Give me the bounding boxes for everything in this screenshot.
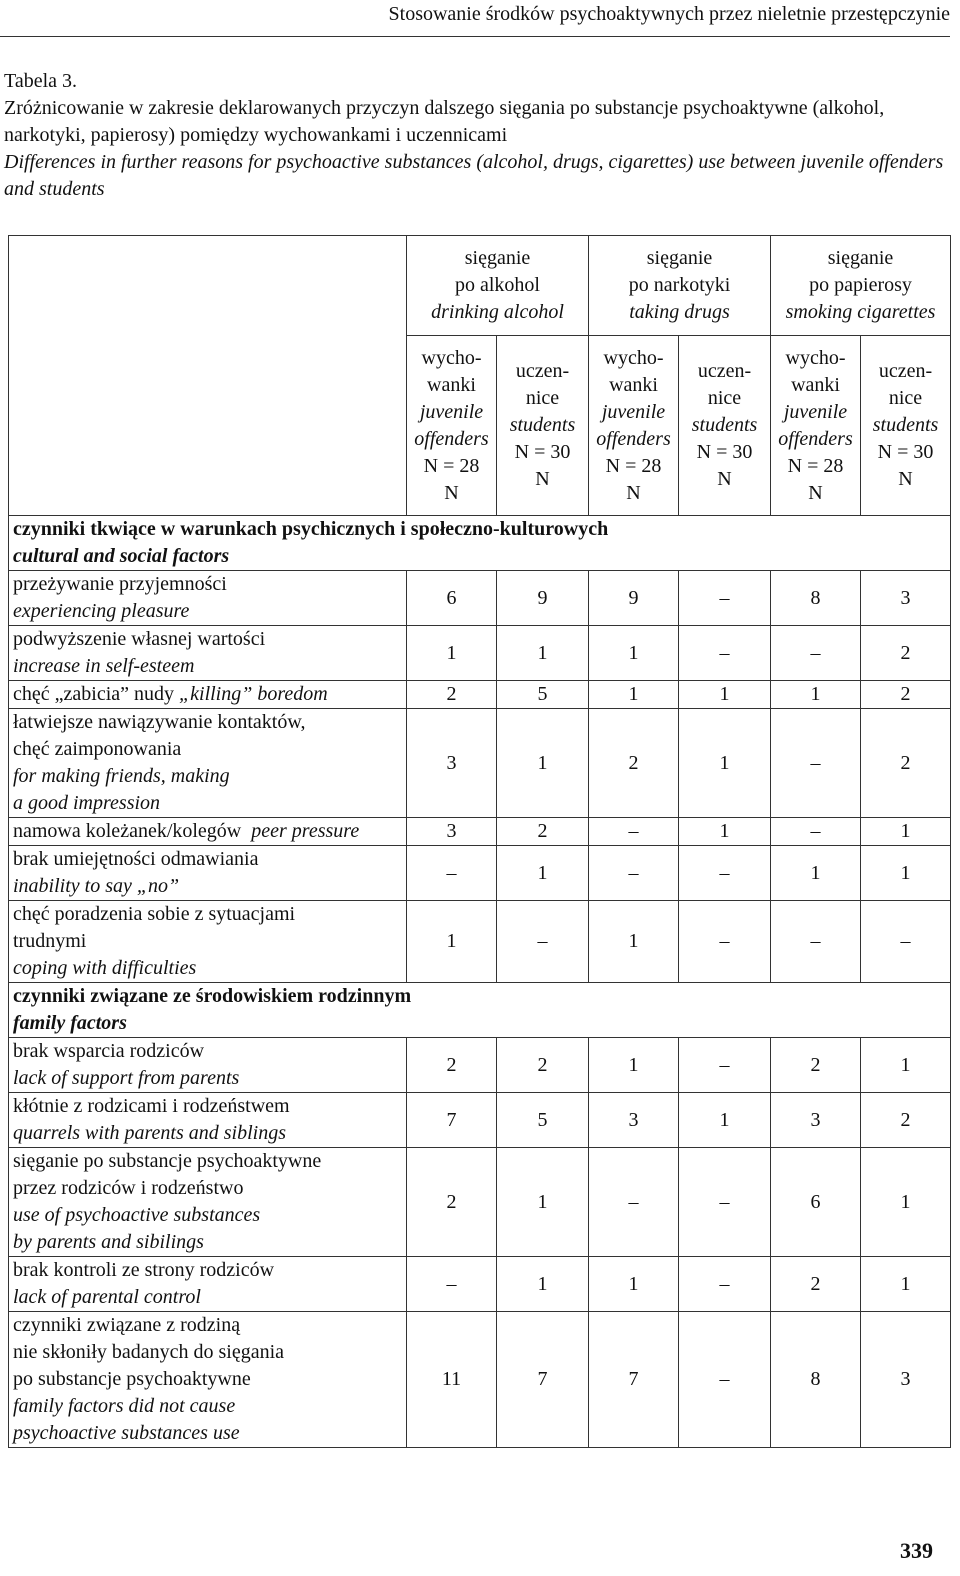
- subheader-offenders: wycho- wanki juvenile offenders N = 28 N: [407, 336, 497, 516]
- table-row: chęć „zabicia” nudy „killing” boredom 2 5 1 1 1 2: [9, 681, 951, 709]
- section-header: czynniki tkwiące w warunkach psychicznych i społeczno-kulturowych cultural and social factors: [9, 516, 951, 571]
- table-row: podwyższenie własnej wartości increase in self-esteem 1 1 1 – – 2: [9, 626, 951, 681]
- table-row: sięganie po substancje psychoaktywne przez rodziców i rodzeństwo use of psychoactive substances by parents and sibilings 2 1 – – 6 1: [9, 1148, 951, 1257]
- running-head: Stosowanie środków psychoaktywnych przez nieletnie przestępczynie: [0, 0, 950, 37]
- table-row: przeżywanie przyjemności experiencing pleasure 6 9 9 – 8 3: [9, 571, 951, 626]
- subheader-students: uczen- nice students N = 30 N: [861, 336, 951, 516]
- table-title-en: Differences in further reasons for psychoactive substances (alcohol, drugs, cigarettes) use between juvenile offenders and students: [4, 151, 944, 200]
- group-header-drugs: sięganie po narkotyki taking drugs: [589, 236, 771, 336]
- page-number: 339: [900, 1538, 933, 1563]
- subheader-students: uczen- nice students N = 30 N: [497, 336, 589, 516]
- table-row: brak kontroli ze strony rodziców lack of parental control – 1 1 – 2 1: [9, 1257, 951, 1312]
- table-row: łatwiejsze nawiązywanie kontaktów, chęć zaimponowania for making friends, making a good impression 3 1 2 1 – 2: [9, 709, 951, 818]
- subheader-students: uczen- nice students N = 30 N: [679, 336, 771, 516]
- table-row: brak wsparcia rodziców lack of support from parents 2 2 1 – 2 1: [9, 1038, 951, 1093]
- group-header-alcohol: sięganie po alkohol drinking alcohol: [407, 236, 589, 336]
- table-row: namowa koleżanek/kolegów peer pressure 3 2 – 1 – 1: [9, 818, 951, 846]
- table-title-pl: Zróżnicowanie w zakresie deklarowanych przyczyn dalszego sięgania po substancje psychoaktywne (alkohol, narkotyki, papierosy) pomiędzy wychowankami i uczennicami: [4, 97, 885, 146]
- table-caption: [4, 68, 954, 203]
- table-label: Tabela 3.: [4, 70, 78, 92]
- subheader-offenders: wycho- wanki juvenile offenders N = 28 N: [589, 336, 679, 516]
- data-table: [8, 235, 951, 1448]
- table-row: brak umiejętności odmawiania inability to say „no” – 1 – – 1 1: [9, 846, 951, 901]
- section-header: czynniki związane ze środowiskiem rodzinnym family factors: [9, 983, 951, 1038]
- table-row: kłótnie z rodzicami i rodzeństwem quarrels with parents and siblings 7 5 3 1 3 2: [9, 1093, 951, 1148]
- header-empty: [9, 236, 407, 516]
- subheader-offenders: wycho- wanki juvenile offenders N = 28 N: [771, 336, 861, 516]
- table-row: chęć poradzenia sobie z sytuacjami trudnymi coping with difficulties 1 – 1 – – –: [9, 901, 951, 983]
- table-row: czynniki związane z rodziną nie skłoniły badanych do sięgania po substancje psychoaktywne family factors did not cause psychoactive substances use 11 7 7 – 8 3: [9, 1312, 951, 1448]
- group-header-cigarettes: sięganie po papierosy smoking cigarettes: [771, 236, 951, 336]
